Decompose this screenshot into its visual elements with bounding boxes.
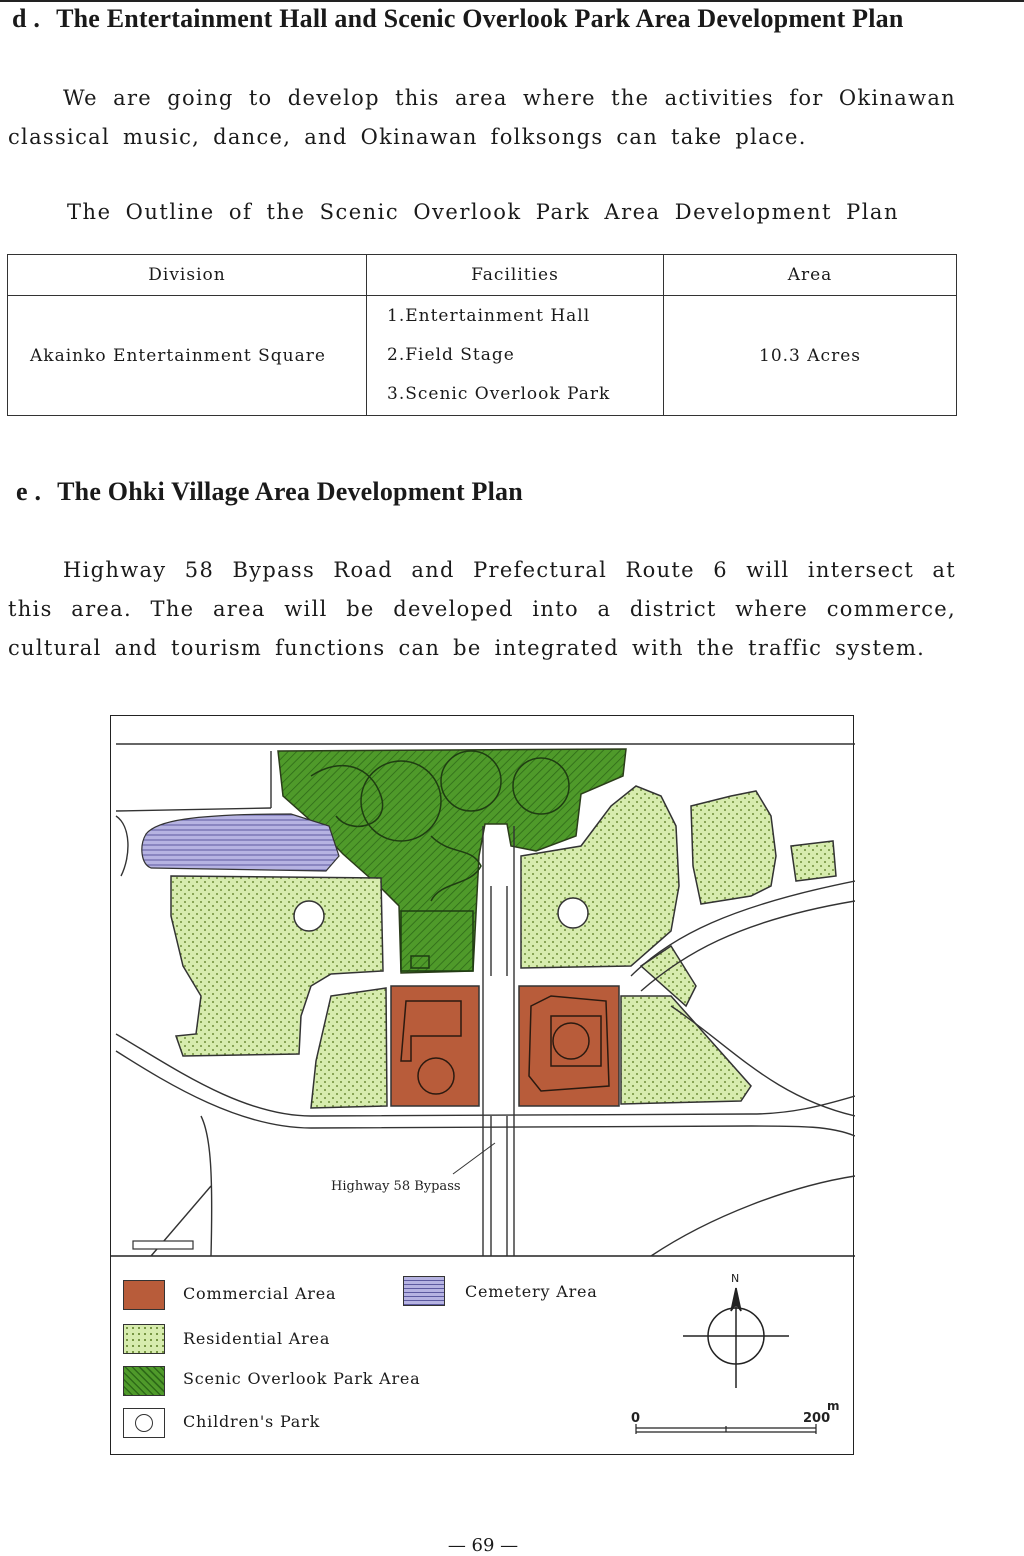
cell-division: Akainko Entertainment Square xyxy=(8,296,367,416)
cell-facilities xyxy=(367,296,664,416)
header-division: Division xyxy=(8,255,367,296)
table-caption: The Outline of the Scenic Overlook Park Area Development Plan xyxy=(67,200,899,224)
section-e-heading xyxy=(16,477,523,507)
section-e-title: The Ohki Village Area Development Plan xyxy=(57,477,523,506)
table-header-row xyxy=(8,255,957,296)
section-e-paragraph-text: Highway 58 Bypass Road and Prefectural Route 6 will intersect at this area. The area will be developed into a district where commerce, cultural and tourism functions can be integrated with the traffic system. xyxy=(8,558,956,660)
residential-zone-southwest xyxy=(311,988,387,1108)
legend-swatch-commercial xyxy=(123,1280,165,1310)
road-label-leader xyxy=(453,1143,495,1174)
commercial-zone-west xyxy=(391,986,479,1106)
header-area: Area xyxy=(664,255,957,296)
facility-item: 2.Field Stage xyxy=(387,345,515,365)
childrens-park-east xyxy=(558,898,588,928)
scale-end-label: 200 xyxy=(803,1411,831,1426)
section-d-paragraph xyxy=(8,79,956,157)
children-park-icon xyxy=(135,1414,153,1432)
land-use-map-figure xyxy=(110,715,854,1455)
residential-zone-far-east xyxy=(791,841,836,881)
cell-area: 10.3 Acres xyxy=(664,296,957,416)
legend-swatch-childrens xyxy=(123,1408,165,1438)
scale-bar xyxy=(636,1424,816,1434)
table-row xyxy=(8,296,957,416)
facility-item: 3.Scenic Overlook Park xyxy=(387,384,611,404)
scale-unit-label: m xyxy=(827,1399,840,1413)
section-d-title: The Entertainment Hall and Scenic Overlook Park Area Development Plan xyxy=(56,4,904,33)
legend-label-childrens: Children's Park xyxy=(183,1412,321,1431)
top-rule xyxy=(0,0,1024,2)
residential-zone-southeast xyxy=(621,996,751,1104)
legend-label-scenic: Scenic Overlook Park Area xyxy=(183,1369,421,1388)
page-number: — 69 — xyxy=(447,1535,519,1556)
legend-swatch-residential xyxy=(123,1324,165,1354)
legend-swatch-cemetery xyxy=(403,1276,445,1306)
section-d-paragraph-text: We are going to develop this area where the activities for Okinawan classical music, dance, and Okinawan folksongs can take place. xyxy=(8,86,956,149)
map-marker xyxy=(133,1241,193,1249)
legend-swatch-scenic xyxy=(123,1366,165,1396)
header-facilities: Facilities xyxy=(367,255,664,296)
residential-zone-east xyxy=(691,791,776,904)
legend-label-residential: Residential Area xyxy=(183,1329,331,1348)
compass-north-label: N xyxy=(731,1272,740,1285)
childrens-park-west xyxy=(294,901,324,931)
cemetery-zone xyxy=(142,814,339,871)
section-e-paragraph xyxy=(8,551,956,668)
section-d-heading xyxy=(12,4,904,34)
legend-label-commercial: Commercial Area xyxy=(183,1284,337,1303)
legend-label-cemetery: Cemetery Area xyxy=(465,1282,598,1301)
section-e-mark: e . xyxy=(16,477,42,506)
road-label: Highway 58 Bypass xyxy=(331,1179,461,1194)
scale-start-label: 0 xyxy=(631,1411,641,1426)
facility-item: 1.Entertainment Hall xyxy=(387,306,591,326)
compass-icon xyxy=(683,1288,789,1388)
section-d-mark: d . xyxy=(12,4,41,33)
outline-table xyxy=(7,254,957,416)
